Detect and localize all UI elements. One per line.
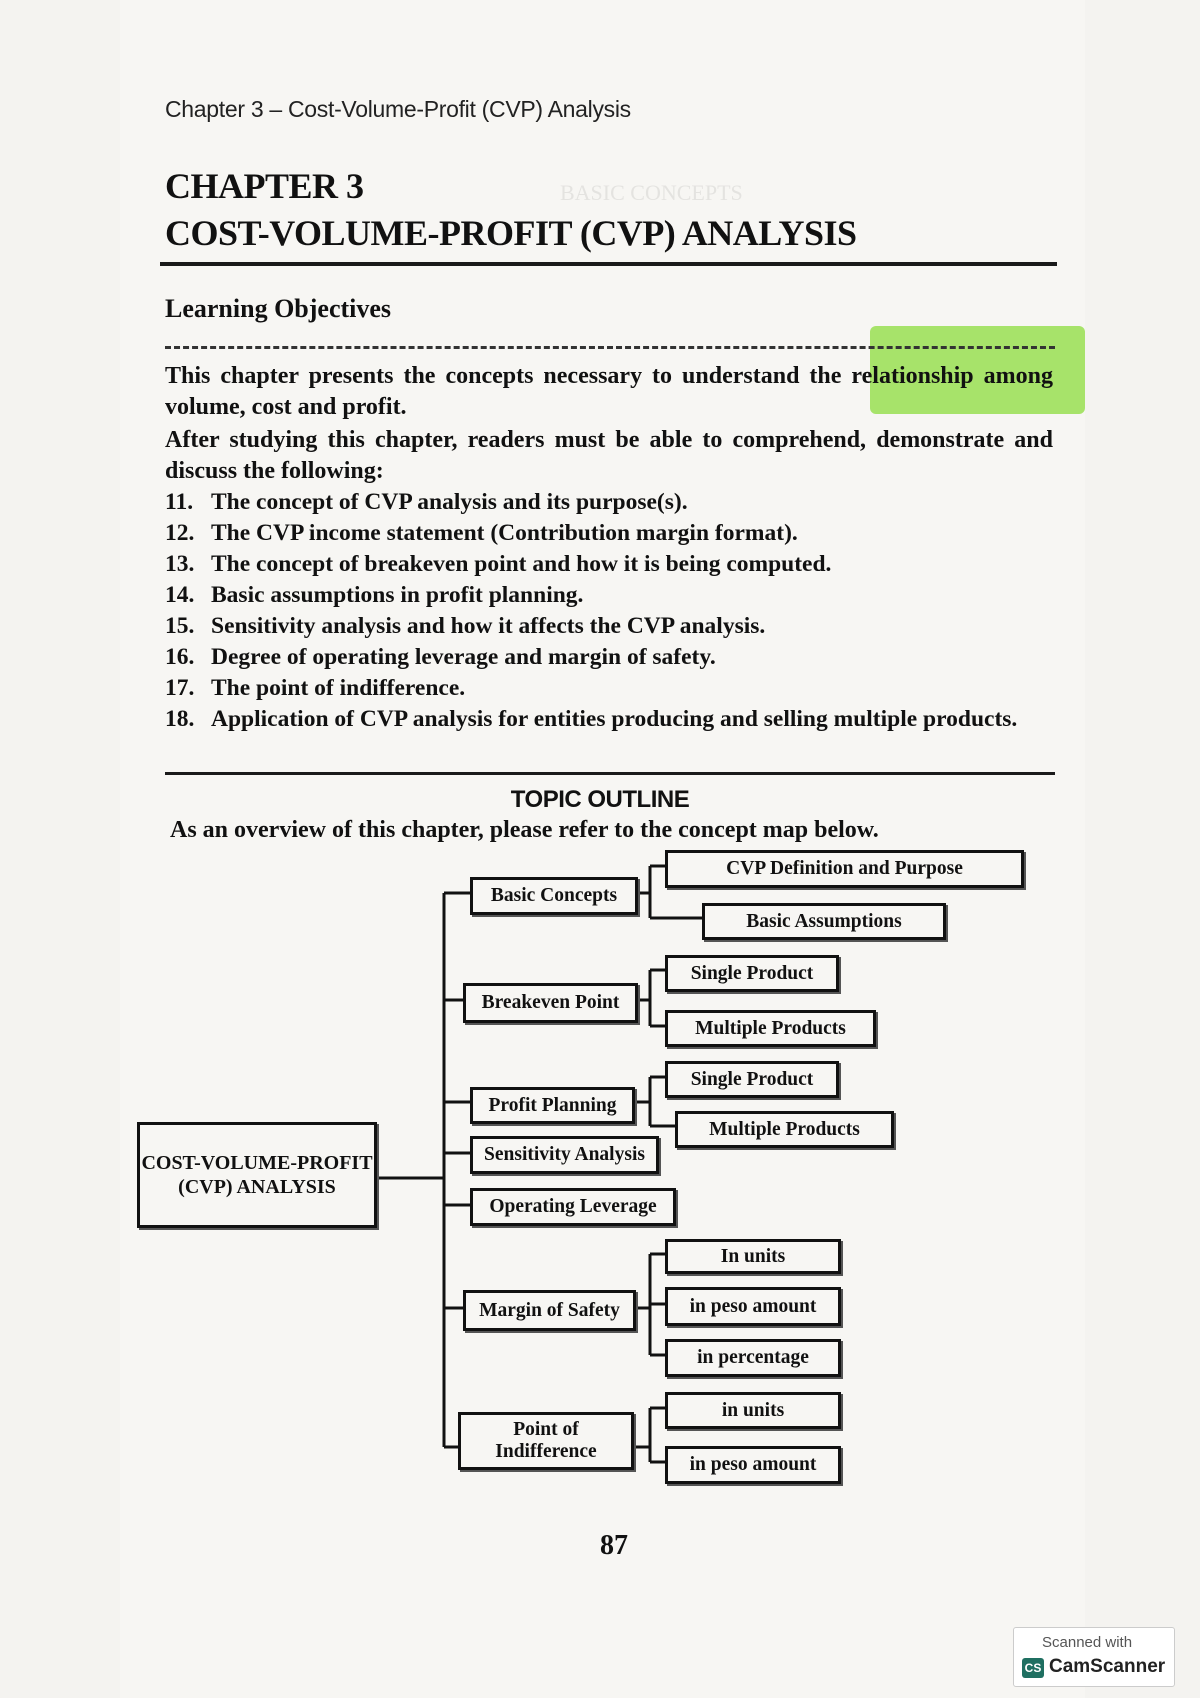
watermark-line-2: CamScanner — [1049, 1656, 1166, 1677]
list-item: 12. The CVP income statement (Contribution margin format). — [165, 520, 798, 546]
chapter-title: COST-VOLUME-PROFIT (CVP) ANALYSIS — [165, 213, 857, 253]
list-item: 15. Sensitivity analysis and how it affects the CVP analysis. — [165, 613, 766, 639]
branch-margin-of-safety: Margin of Safety — [463, 1290, 636, 1331]
leaf-poi-peso-amount: in peso amount — [665, 1446, 841, 1484]
branch-basic-concepts: Basic Concepts — [470, 877, 638, 915]
running-head: Chapter 3 – Cost-Volume-Profit (CVP) Analysis — [165, 96, 631, 122]
branch-operating-leverage: Operating Leverage — [470, 1188, 676, 1226]
branch-breakeven-point: Breakeven Point — [463, 983, 638, 1023]
objectives-intro: This chapter presents the concepts necessary to understand the relationship among volume, cost and profit. — [165, 363, 1053, 420]
list-item: 16. Degree of operating leverage and margin of safety. — [165, 644, 716, 670]
list-item: 14. Basic assumptions in profit planning. — [165, 582, 584, 608]
leaf-basic-assumptions: Basic Assumptions — [702, 903, 946, 940]
leaf-pp-multiple-products: Multiple Products — [675, 1111, 894, 1148]
list-item: 11. The concept of CVP analysis and its purpose(s). — [165, 489, 688, 515]
leaf-cvp-definition: CVP Definition and Purpose — [665, 850, 1024, 888]
chapter-number: CHAPTER 3 — [165, 166, 364, 206]
objectives-lead-in: After studying this chapter, readers must be able to comprehend, demonstrate and discuss the following: — [165, 427, 1053, 484]
camscanner-logo-icon: CS — [1022, 1658, 1044, 1678]
branch-sensitivity-analysis: Sensitivity Analysis — [470, 1136, 659, 1174]
learning-objectives-heading: Learning Objectives — [165, 294, 392, 323]
concept-map-root: COST-VOLUME-PROFIT (CVP) ANALYSIS — [137, 1122, 377, 1228]
leaf-bep-multiple-products: Multiple Products — [665, 1010, 876, 1047]
list-item: 13. The concept of breakeven point and how it is being computed. — [165, 551, 832, 577]
leaf-mos-units: In units — [665, 1239, 841, 1274]
branch-profit-planning: Profit Planning — [470, 1087, 635, 1124]
camscanner-watermark — [1013, 1627, 1175, 1687]
list-item: 18. Application of CVP analysis for entities producing and selling multiple products. — [165, 706, 1018, 732]
page-number: 87 — [600, 1530, 628, 1561]
leaf-pp-single-product: Single Product — [665, 1061, 839, 1098]
watermark-line-1: Scanned with — [1042, 1634, 1133, 1651]
leaf-mos-peso-amount: in peso amount — [665, 1287, 841, 1326]
leaf-mos-percentage: in percentage — [665, 1339, 841, 1377]
show-through-text: BASIC CONCEPTS — [560, 180, 743, 205]
leaf-poi-units: in units — [665, 1392, 841, 1429]
leaf-bep-single-product: Single Product — [665, 955, 839, 992]
branch-point-of-indifference: Point of Indifference — [458, 1412, 634, 1470]
list-item: 17. The point of indifference. — [165, 675, 466, 701]
overview-text: As an overview of this chapter, please refer to the concept map below. — [170, 817, 879, 843]
topic-outline-heading: TOPIC OUTLINE — [510, 786, 690, 813]
